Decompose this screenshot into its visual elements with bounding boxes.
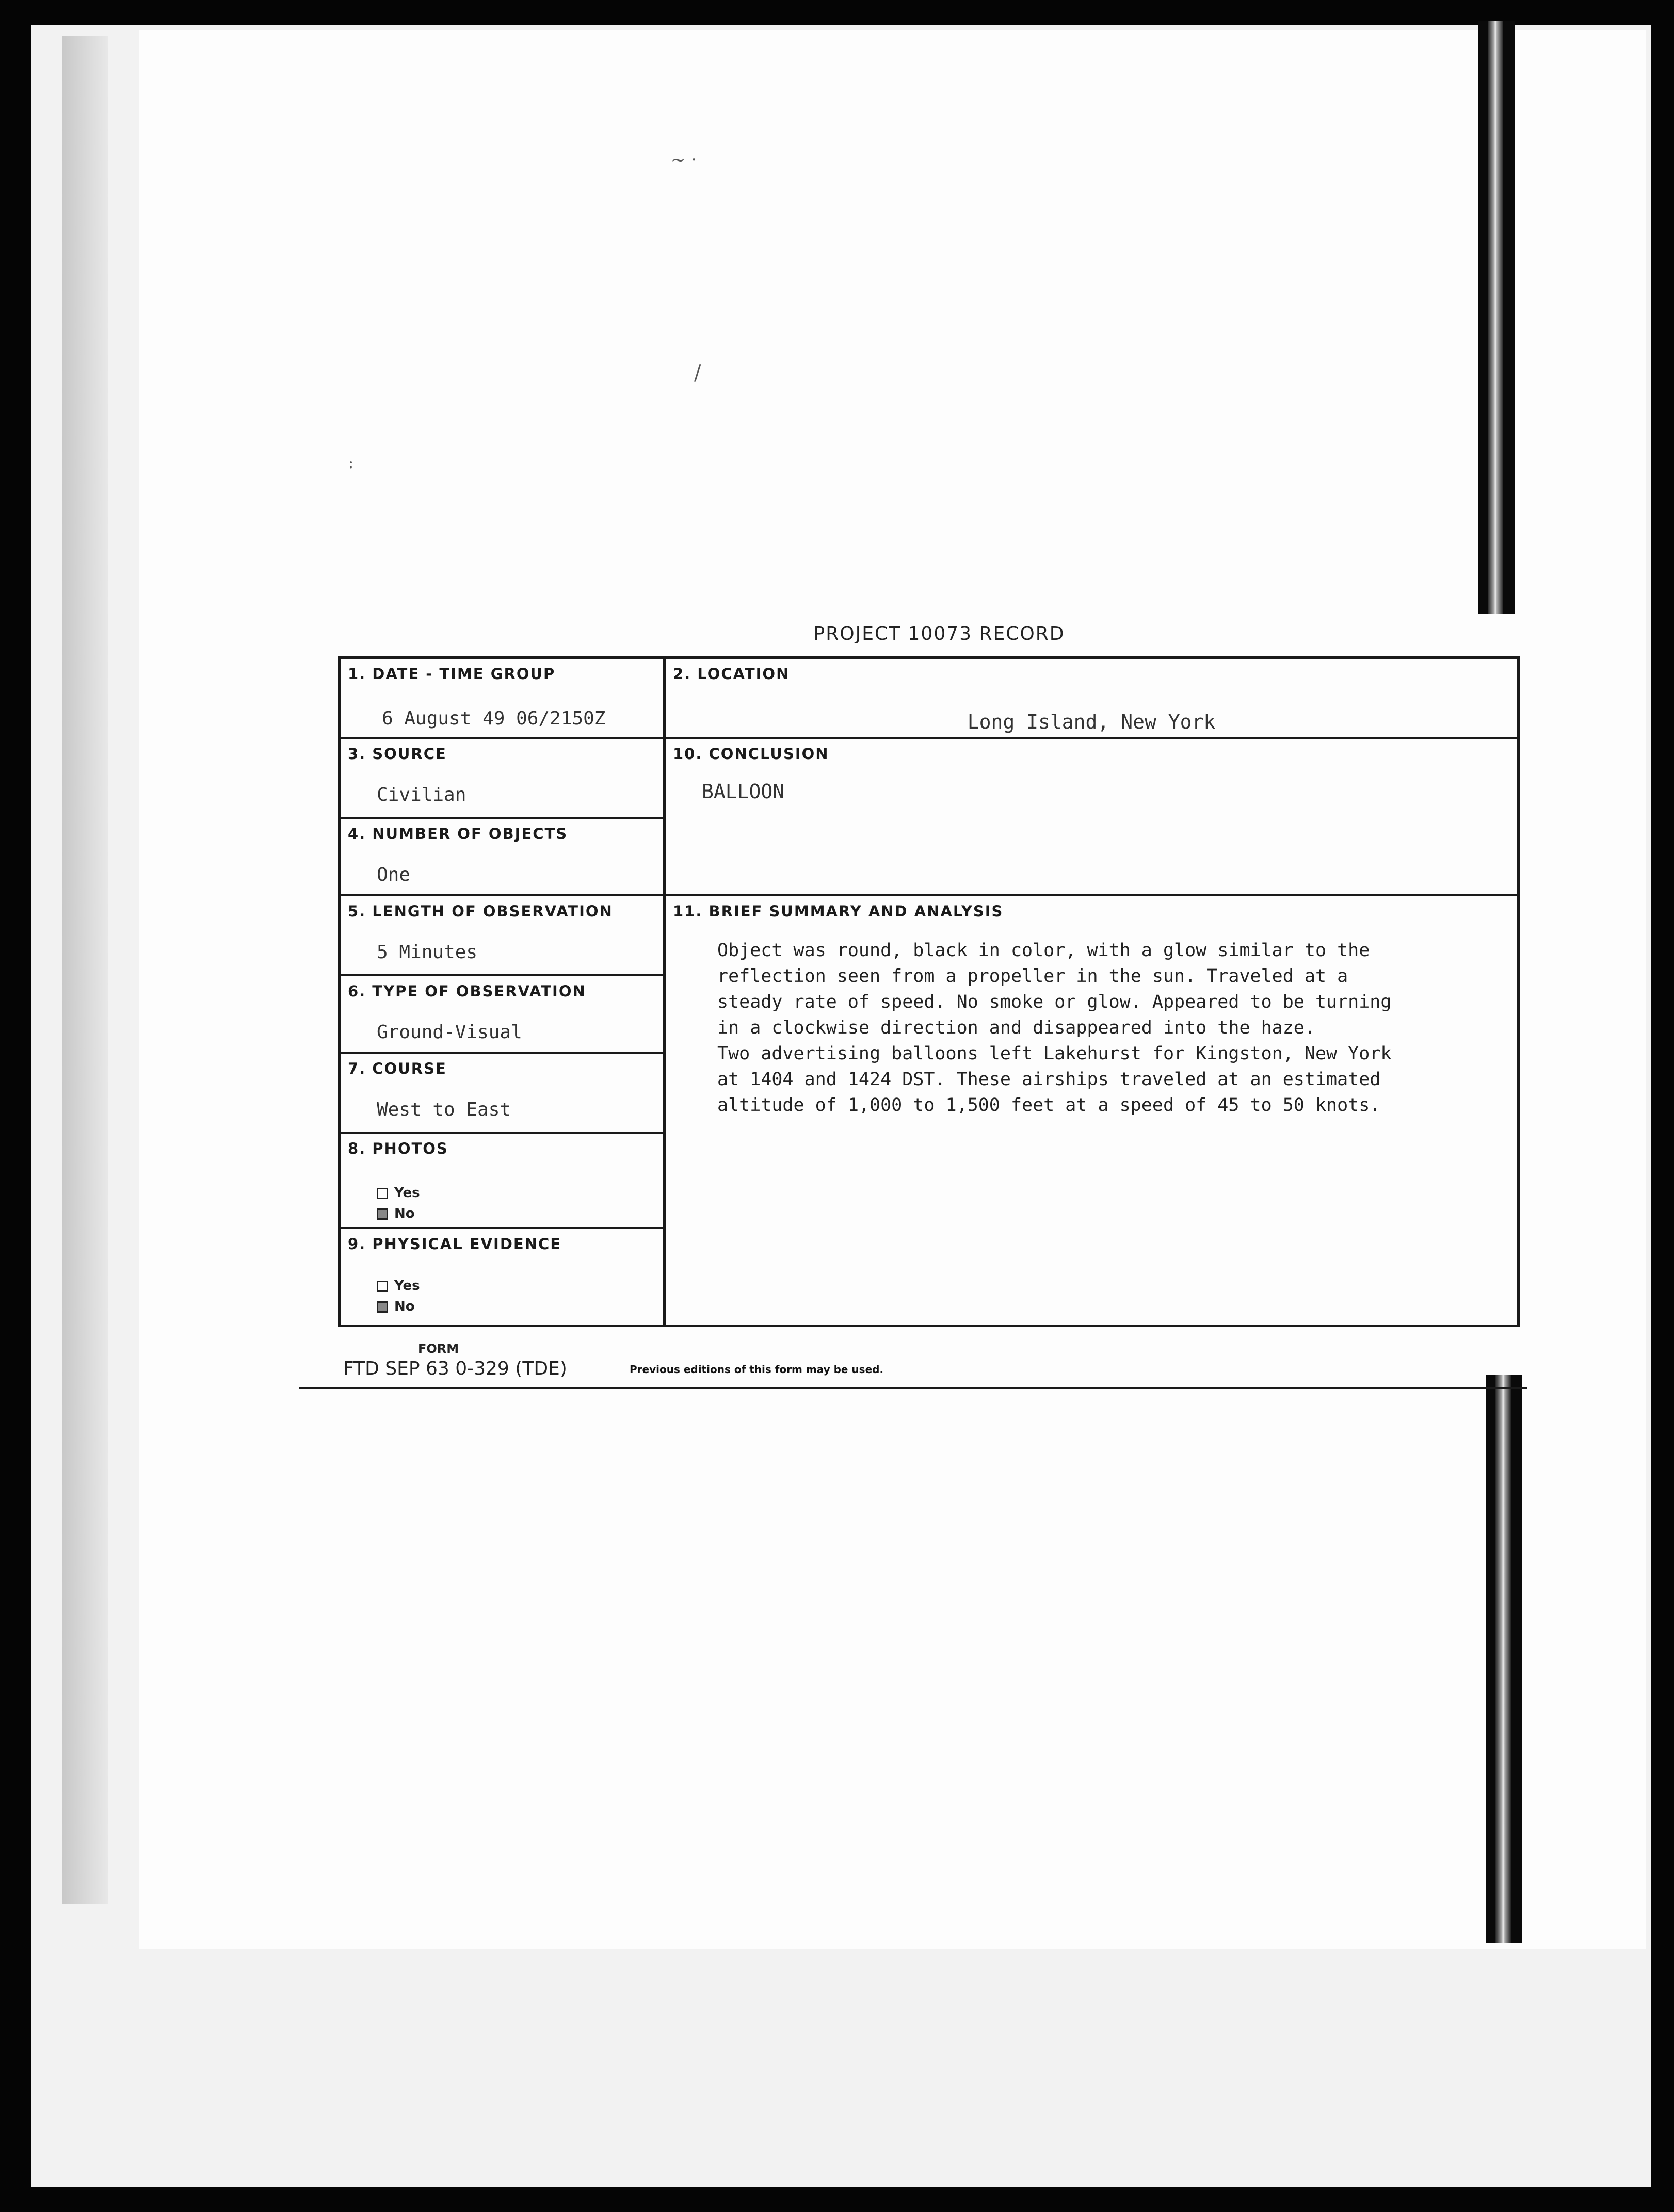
type-obs-cell xyxy=(341,976,663,1054)
form-title: PROJECT 10073 RECORD xyxy=(813,623,1065,644)
binding-bar-top xyxy=(1478,21,1515,614)
num-objects-value: One xyxy=(377,864,411,885)
summary-label: 11. BRIEF SUMMARY AND ANALYSIS xyxy=(673,902,1004,920)
photos-label: 8. PHOTOS xyxy=(348,1140,448,1157)
stray-mark: ~ · xyxy=(671,150,697,170)
type-obs-label: 6. TYPE OF OBSERVATION xyxy=(348,982,586,1000)
evidence-no-checkbox[interactable] xyxy=(377,1301,388,1313)
footer-rule xyxy=(299,1387,1527,1389)
summary-cell xyxy=(666,896,1517,1325)
evidence-cell xyxy=(341,1229,663,1325)
evidence-no-option[interactable]: No xyxy=(377,1299,415,1314)
stray-mark: / xyxy=(694,361,701,385)
conclusion-cell xyxy=(666,739,1517,896)
location-label: 2. LOCATION xyxy=(673,665,790,683)
length-obs-label: 5. LENGTH OF OBSERVATION xyxy=(348,902,613,920)
form-left-column xyxy=(341,659,666,1325)
photos-no-option[interactable]: No xyxy=(377,1206,415,1221)
location-value: Long Island, New York xyxy=(967,711,1216,733)
num-objects-label: 4. NUMBER OF OBJECTS xyxy=(348,825,568,843)
photos-yes-option[interactable]: Yes xyxy=(377,1185,420,1201)
form-right-column xyxy=(666,659,1517,1325)
source-value: Civilian xyxy=(377,784,466,805)
stray-mark: : xyxy=(348,454,354,472)
summary-text: Object was round, black in color, with a glow similar to the reflection seen from a propeller in the sun. Traveled at a steady rate of speed. No smoke or glow. Appeared to be turning in a clockwise direction and disappeared into the haze. Two advertising balloons left Lakehurst for Kingston, New York at 1404 and 1424 DST. These airships traveled at an estimated altitude of 1,000 to 1,500 feet at a speed of 45 to 50 knots. xyxy=(717,940,1392,1116)
photos-no-checkbox[interactable] xyxy=(377,1208,388,1220)
source-cell xyxy=(341,739,663,819)
footer-form-word: FORM xyxy=(418,1342,459,1356)
course-value: West to East xyxy=(377,1099,511,1120)
length-obs-value: 5 Minutes xyxy=(377,942,478,963)
date-time-value: 6 August 49 06/2150Z xyxy=(382,708,606,729)
length-obs-cell xyxy=(341,896,663,976)
footer-form-code: FTD SEP 63 0-329 (TDE) xyxy=(343,1358,567,1379)
conclusion-value: BALLOON xyxy=(702,780,785,803)
evidence-yes-option[interactable]: Yes xyxy=(377,1278,420,1294)
course-label: 7. COURSE xyxy=(348,1060,447,1077)
location-cell xyxy=(666,659,1517,739)
photos-cell xyxy=(341,1134,663,1229)
record-form xyxy=(338,656,1520,1327)
date-time-cell xyxy=(341,659,663,739)
num-objects-cell xyxy=(341,819,663,896)
course-cell xyxy=(341,1054,663,1134)
photos-yes-checkbox[interactable] xyxy=(377,1188,388,1199)
footer-note: Previous editions of this form may be used. xyxy=(630,1363,884,1376)
source-label: 3. SOURCE xyxy=(348,745,447,763)
evidence-label: 9. PHYSICAL EVIDENCE xyxy=(348,1235,562,1253)
type-obs-value: Ground-Visual xyxy=(377,1022,522,1043)
evidence-yes-checkbox[interactable] xyxy=(377,1281,388,1292)
date-time-label: 1. DATE - TIME GROUP xyxy=(348,665,556,683)
conclusion-label: 10. CONCLUSION xyxy=(673,745,829,763)
binding-bar-bottom xyxy=(1486,1375,1522,1943)
